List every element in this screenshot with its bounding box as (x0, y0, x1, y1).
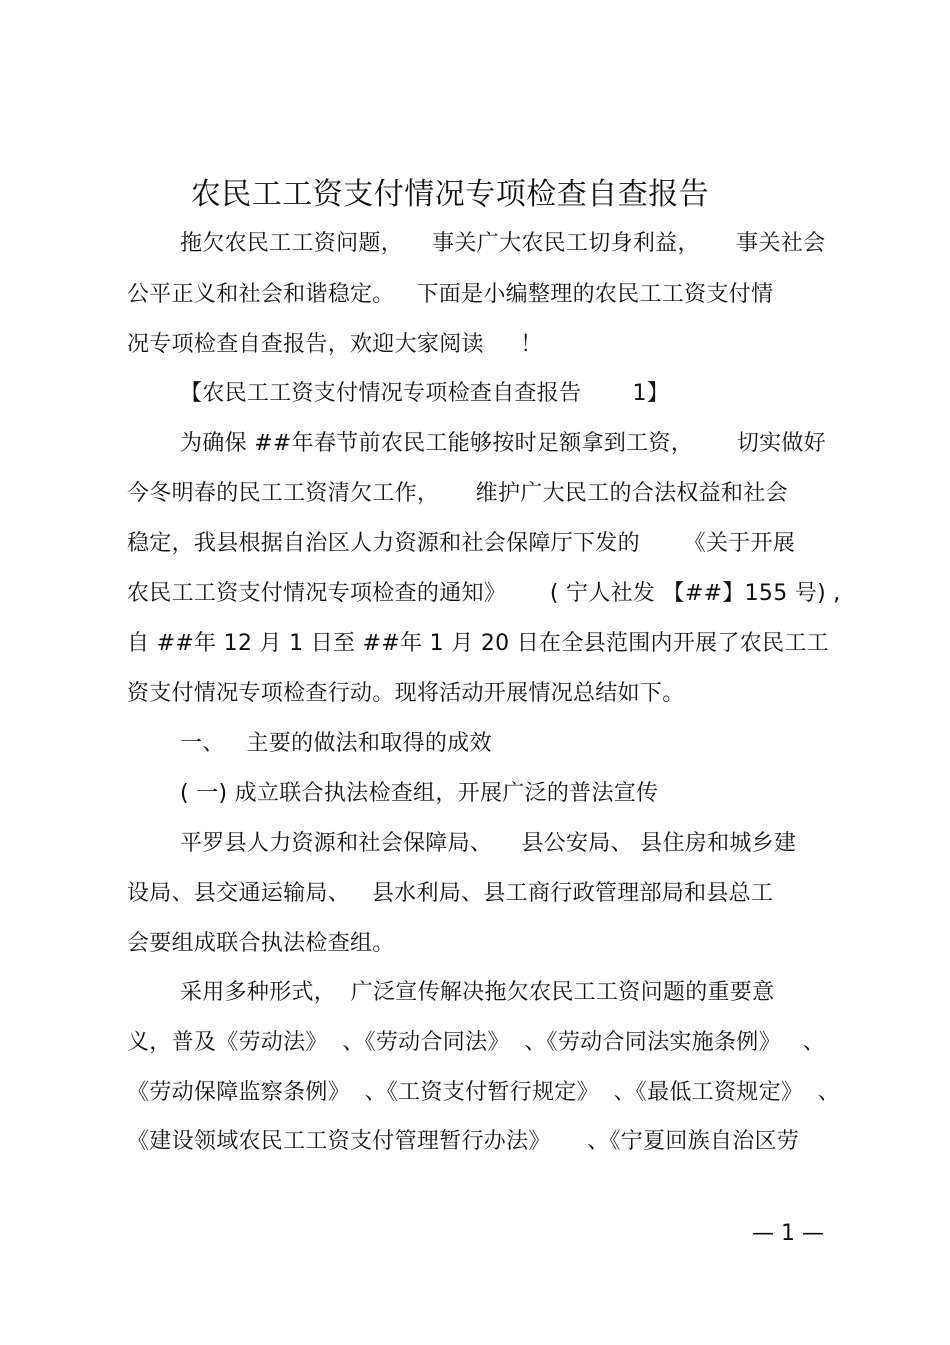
body-line: 稳定，我县根据自治区人力资源和社会保障厅下发的 《关于开展 (127, 531, 796, 556)
body-line: 今冬明春的民工工资清欠工作， 维护广大民工的合法权益和社会 (127, 481, 788, 506)
body-line: 会要组成联合执法检查组。 (127, 931, 395, 956)
page-number: — 1 — (752, 1221, 824, 1246)
body-line: 采用多种形式， 广泛宣传解决拖欠农民工工资问题的重要意 (180, 980, 775, 1005)
body-line: 《建设领域农民工工资支付管理暂行办法》 、《宁夏回族自治区劳 (127, 1129, 800, 1154)
body-line: 《劳动保障监察条例》 、《工资支付暂行规定》 、《最低工资规定》 、 (127, 1080, 841, 1105)
body-line: 资支付情况专项检查行动。现将活动开展情况总结如下。 (127, 681, 685, 706)
body-line: 公平正义和社会和谐稳定。 下面是小编整理的农民工工资支付情 (127, 282, 774, 307)
body-line: 拖欠农民工工资问题， 事关广大农民工切身利益， 事关社会 (180, 231, 826, 256)
subsection-heading: ( 一) 成立联合执法检查组，开展广泛的普法宣传 (180, 781, 659, 806)
body-line: 为确保 ##年春节前农民工能够按时足额拿到工资， 切实做好 (180, 431, 827, 456)
body-line: 况专项检查自查报告，欢迎大家阅读 ！ (127, 332, 543, 357)
body-line: 义，普及《劳动法》 、《劳动合同法》 、《劳动合同法实施条例》 、 (127, 1030, 826, 1055)
document-title: 农民工工资支付情况专项检查自查报告 (190, 177, 710, 212)
body-line: 农民工工资支付情况专项检查的通知》 ( 宁人社发 【##】155 号) , (127, 581, 841, 606)
body-line: 平罗县人力资源和社会保障局、 县公安局、 县住房和城乡建 (180, 831, 797, 856)
section-heading: 一、 主要的做法和取得的成效 (180, 731, 492, 756)
section-heading: 【农民工工资支付情况专项检查自查报告 1】 (180, 381, 670, 406)
body-line: 自 ##年 12 月 1 日至 ##年 1 月 20 日在全县范围内开展了农民工工 (127, 631, 829, 656)
body-line: 设局、县交通运输局、 县水利局、县工商行政管理部局和县总工 (127, 881, 774, 906)
